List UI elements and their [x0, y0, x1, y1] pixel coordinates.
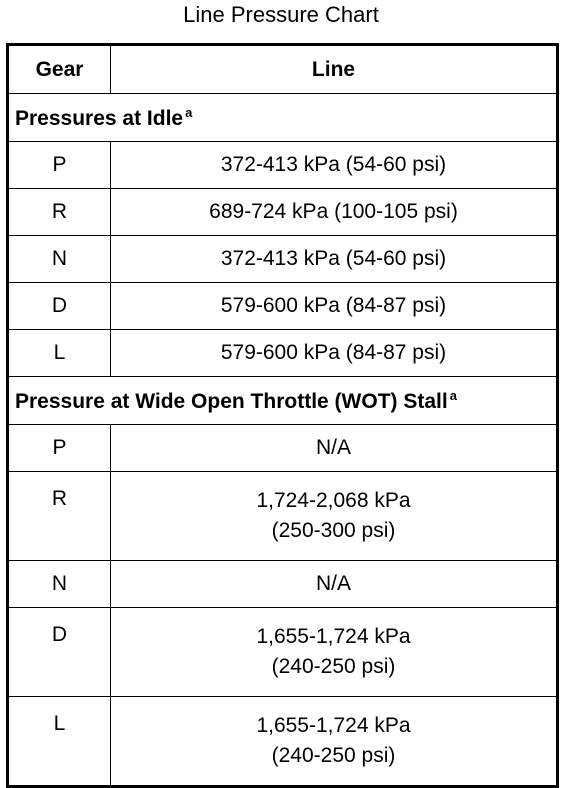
header-line: Line — [111, 45, 558, 94]
line-value: 1,724-2,068 kPa — [256, 489, 411, 512]
table-row — [8, 189, 558, 236]
section-row-wot — [8, 377, 558, 425]
gear-cell: L — [8, 697, 111, 787]
table-row — [8, 608, 558, 697]
gear-cell: R — [8, 472, 111, 561]
gear-cell: L — [8, 330, 111, 377]
line-cell — [111, 472, 558, 561]
gear-cell: N — [8, 236, 111, 283]
table-row — [8, 561, 558, 608]
line-value: 1,655-1,724 kPa — [256, 714, 411, 737]
line-cell: N/A — [111, 425, 558, 472]
table-row — [8, 425, 558, 472]
line-pressure-table — [6, 43, 559, 788]
gear-cell: P — [8, 425, 111, 472]
line-cell: 579-600 kPa (84-87 psi) — [111, 283, 558, 330]
line-value: 1,655-1,724 kPa — [256, 625, 411, 648]
line-cell — [111, 608, 558, 697]
section-row-idle — [8, 94, 558, 142]
line-cell: 579-600 kPa (84-87 psi) — [111, 330, 558, 377]
section-label: Pressures at Idle — [15, 106, 184, 130]
gear-cell: D — [8, 283, 111, 330]
header-row — [8, 45, 558, 94]
gear-cell: D — [8, 608, 111, 697]
section-heading-idle — [8, 94, 558, 142]
footnote-marker: a — [185, 104, 193, 120]
section-heading-wot — [8, 377, 558, 425]
gear-cell: N — [8, 561, 111, 608]
line-value-psi: (250-300 psi) — [271, 519, 396, 542]
table-row — [8, 142, 558, 189]
header-gear: Gear — [8, 45, 111, 94]
gear-cell: P — [8, 142, 111, 189]
gear-cell: R — [8, 189, 111, 236]
line-cell: 372-413 kPa (54-60 psi) — [111, 142, 558, 189]
footnote-marker: a — [449, 387, 457, 403]
table-row — [8, 697, 558, 787]
table-row — [8, 330, 558, 377]
line-cell — [111, 697, 558, 787]
line-cell: N/A — [111, 561, 558, 608]
line-cell: 689-724 kPa (100-105 psi) — [111, 189, 558, 236]
table-row — [8, 283, 558, 330]
table-row — [8, 236, 558, 283]
chart-title: Line Pressure Chart — [183, 2, 379, 27]
line-value-psi: (240-250 psi) — [271, 744, 396, 767]
section-label: Pressure at Wide Open Throttle (WOT) Stall — [15, 389, 448, 413]
line-cell: 372-413 kPa (54-60 psi) — [111, 236, 558, 283]
line-value-psi: (240-250 psi) — [271, 655, 396, 678]
table-row — [8, 472, 558, 561]
